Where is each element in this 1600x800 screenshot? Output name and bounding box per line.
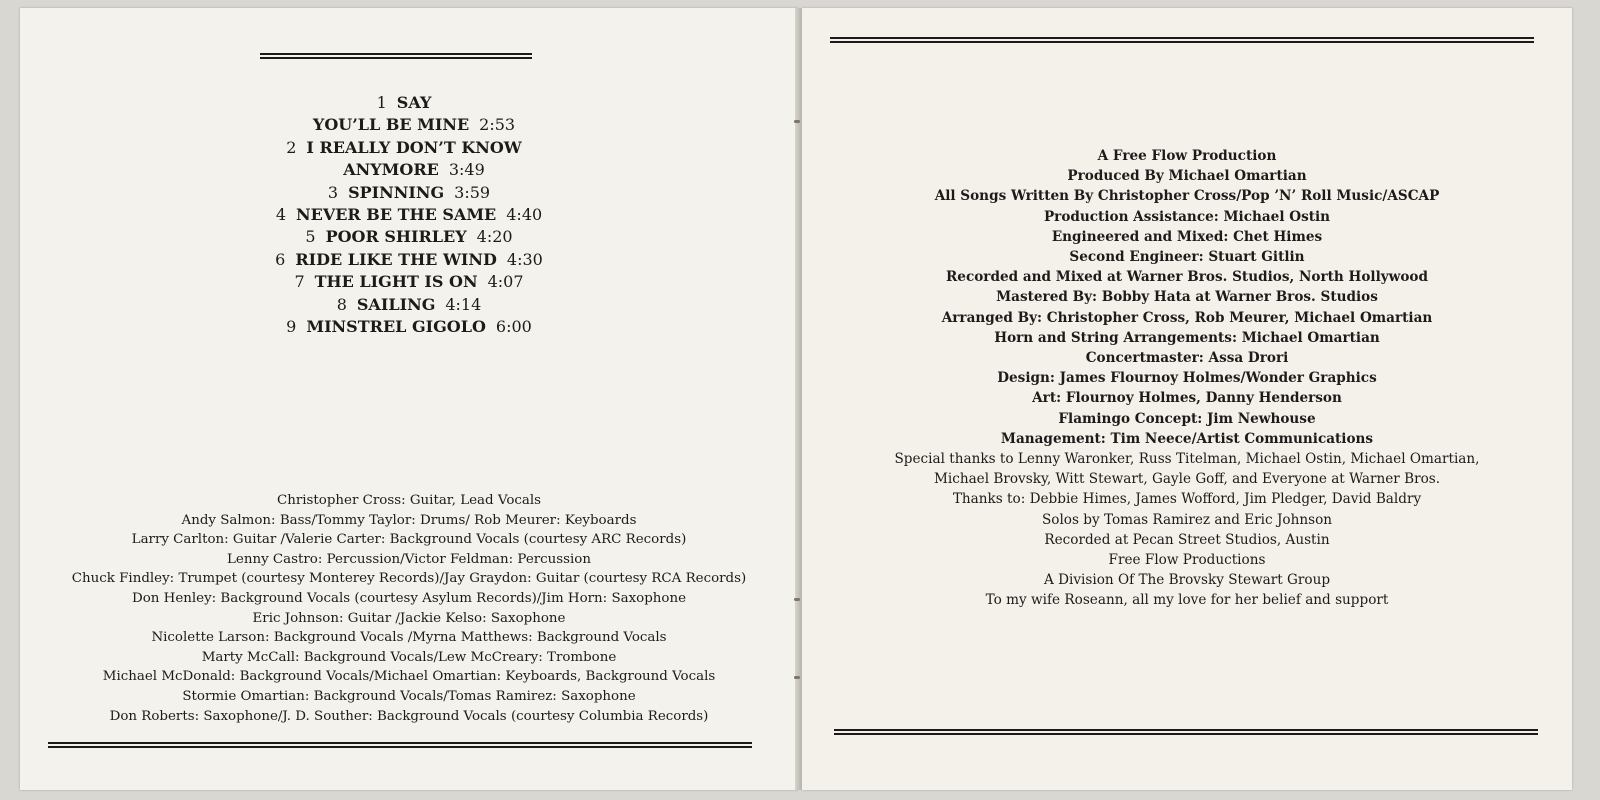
track-duration: 4:30: [506, 249, 543, 269]
production-credit-line: Recorded at Pecan Street Studios, Austin: [1044, 531, 1330, 548]
staple-bottom: [794, 676, 800, 679]
production-credit-line: Michael Brovsky, Witt Stewart, Gayle Goff, and Everyone at Warner Bros.: [933, 471, 1441, 488]
musician-credit-line: Nicolette Larson: Background Vocals /Myrna Matthews: Background Vocals: [151, 630, 667, 646]
track-title: NEVER BE THE SAME: [296, 205, 497, 225]
production-credits: [802, 146, 1572, 611]
track-number: 2: [286, 137, 297, 157]
tracklist: [20, 92, 798, 338]
track-title: SAILING: [356, 294, 436, 314]
track-row: [20, 226, 798, 248]
track-row: [20, 316, 798, 338]
musician-credit-line: Michael McDonald: Background Vocals/Michael Omartian: Keyboards, Background Vocals: [102, 669, 716, 685]
track-title: I REALLY DON’T KNOW: [306, 137, 522, 157]
track-title: RIDE LIKE THE WIND: [295, 249, 497, 269]
musician-credit-line: Christopher Cross: Guitar, Lead Vocals: [276, 493, 542, 508]
musician-credit-line: Lenny Castro: Percussion/Victor Feldman: Percussion: [227, 551, 591, 567]
track-row: [20, 92, 798, 114]
track-number: 3: [327, 182, 339, 202]
track-row: [20, 204, 798, 226]
musician-credits: [20, 491, 798, 726]
right-page: [802, 8, 1572, 790]
top-rule-left: [260, 53, 532, 59]
production-credit-line: Recorded and Mixed at Warner Bros. Studios, North Hollywood: [946, 269, 1428, 286]
production-credit-line: Thanks to: Debbie Himes, James Wofford, Jim Pledger, David Baldry: [952, 491, 1422, 508]
track-row: [20, 137, 798, 159]
track-row: [20, 294, 798, 316]
musician-credit-line: Larry Carlton: Guitar /Valerie Carter: Background Vocals (courtesy ARC Records): [131, 532, 687, 548]
production-credit-line: Production Assistance: Michael Ostin: [1043, 208, 1331, 225]
musician-credit-line: Don Henley: Background Vocals (courtesy Asylum Records)/Jim Horn: Saxophone: [131, 590, 687, 606]
track-duration: 4:40: [506, 205, 543, 225]
track-row: [20, 159, 798, 181]
cd-booklet-spread: [18, 8, 1578, 790]
bottom-rule-left: [48, 742, 752, 748]
production-credit-line: Mastered By: Bobby Hata at Warner Bros. Studios: [996, 289, 1378, 306]
top-rule-right: [830, 37, 1534, 43]
track-duration: 6:00: [495, 317, 532, 337]
track-title: SAY: [396, 93, 432, 112]
track-title: THE LIGHT IS ON: [314, 272, 478, 292]
track-duration: 4:07: [487, 272, 524, 292]
staple-top: [794, 120, 800, 123]
track-row: [20, 182, 798, 204]
track-number: 8: [336, 294, 347, 314]
track-duration: 3:49: [448, 160, 485, 180]
track-number: 1: [376, 93, 387, 112]
production-credit-line: Horn and String Arrangements: Michael Omartian: [994, 329, 1380, 346]
musician-credit-line: Andy Salmon: Bass/Tommy Taylor: Drums/ Rob Meurer: Keyboards: [181, 512, 637, 528]
production-credit-line: All Songs Written By Christopher Cross/Pop ’N’ Roll Music/ASCAP: [934, 188, 1440, 205]
production-credit-line: Management: Tim Neece/Artist Communications: [1000, 430, 1374, 447]
track-number: 5: [305, 227, 316, 247]
production-credit-line: Design: James Flournoy Holmes/Wonder Graphics: [997, 370, 1377, 387]
track-row: [20, 114, 798, 136]
track-title: POOR SHIRLEY: [325, 227, 467, 247]
track-title: ANYMORE: [343, 160, 439, 180]
musician-credit-line: Don Roberts: Saxophone/J. D. Souther: Background Vocals (courtesy Columbia Records): [109, 708, 709, 724]
production-credit-line: Solos by Tomas Ramirez and Eric Johnson: [1041, 511, 1333, 528]
production-credit-line: Concertmaster: Assa Drori: [1085, 350, 1289, 367]
track-number: 7: [294, 272, 305, 292]
left-page: [20, 8, 798, 790]
bottom-rule-right: [834, 729, 1538, 735]
production-credit-line: Flamingo Concept: Jim Newhouse: [1058, 410, 1316, 427]
musician-credit-line: Marty McCall: Background Vocals/Lew McCreary: Trombone: [201, 649, 617, 665]
track-row: [20, 249, 798, 271]
track-number: 9: [286, 317, 297, 337]
track-number: 6: [275, 249, 286, 269]
production-credit-line: A Division Of The Brovsky Stewart Group: [1043, 572, 1331, 589]
production-credit-line: Arranged By: Christopher Cross, Rob Meurer, Michael Omartian: [941, 309, 1433, 326]
production-credit-line: Second Engineer: Stuart Gitlin: [1069, 249, 1305, 266]
production-credit-line: Produced By Michael Omartian: [1067, 168, 1307, 185]
production-credit-line: A Free Flow Production: [1097, 148, 1277, 164]
track-duration: 3:59: [454, 182, 491, 202]
track-title: MINSTREL GIGOLO: [306, 317, 486, 337]
musician-credit-line: Chuck Findley: Trumpet (courtesy Monterey Records)/Jay Graydon: Guitar (courtesy RCA Records): [71, 571, 747, 587]
musician-credit-line: Eric Johnson: Guitar /Jackie Kelso: Saxophone: [252, 610, 566, 626]
track-row: [20, 271, 798, 293]
production-credit-line: Special thanks to Lenny Waronker, Russ Titelman, Michael Ostin, Michael Omartian,: [894, 451, 1480, 468]
production-credit-line: Engineered and Mixed: Chet Himes: [1051, 228, 1323, 245]
track-title: YOU’LL BE MINE: [312, 115, 470, 135]
production-credit-line: To my wife Roseann, all my love for her belief and support: [985, 592, 1389, 609]
musician-credit-line: Stormie Omartian: Background Vocals/Tomas Ramirez: Saxophone: [182, 688, 636, 704]
track-duration: 4:14: [445, 294, 482, 314]
track-duration: 2:53: [479, 115, 516, 135]
track-duration: 4:20: [476, 227, 513, 247]
staple-middle: [794, 598, 800, 601]
production-credit-line: Free Flow Productions: [1108, 552, 1266, 569]
production-credit-line: Art: Flournoy Holmes, Danny Henderson: [1032, 390, 1342, 407]
track-title: SPINNING: [348, 182, 445, 202]
track-number: 4: [275, 205, 286, 225]
